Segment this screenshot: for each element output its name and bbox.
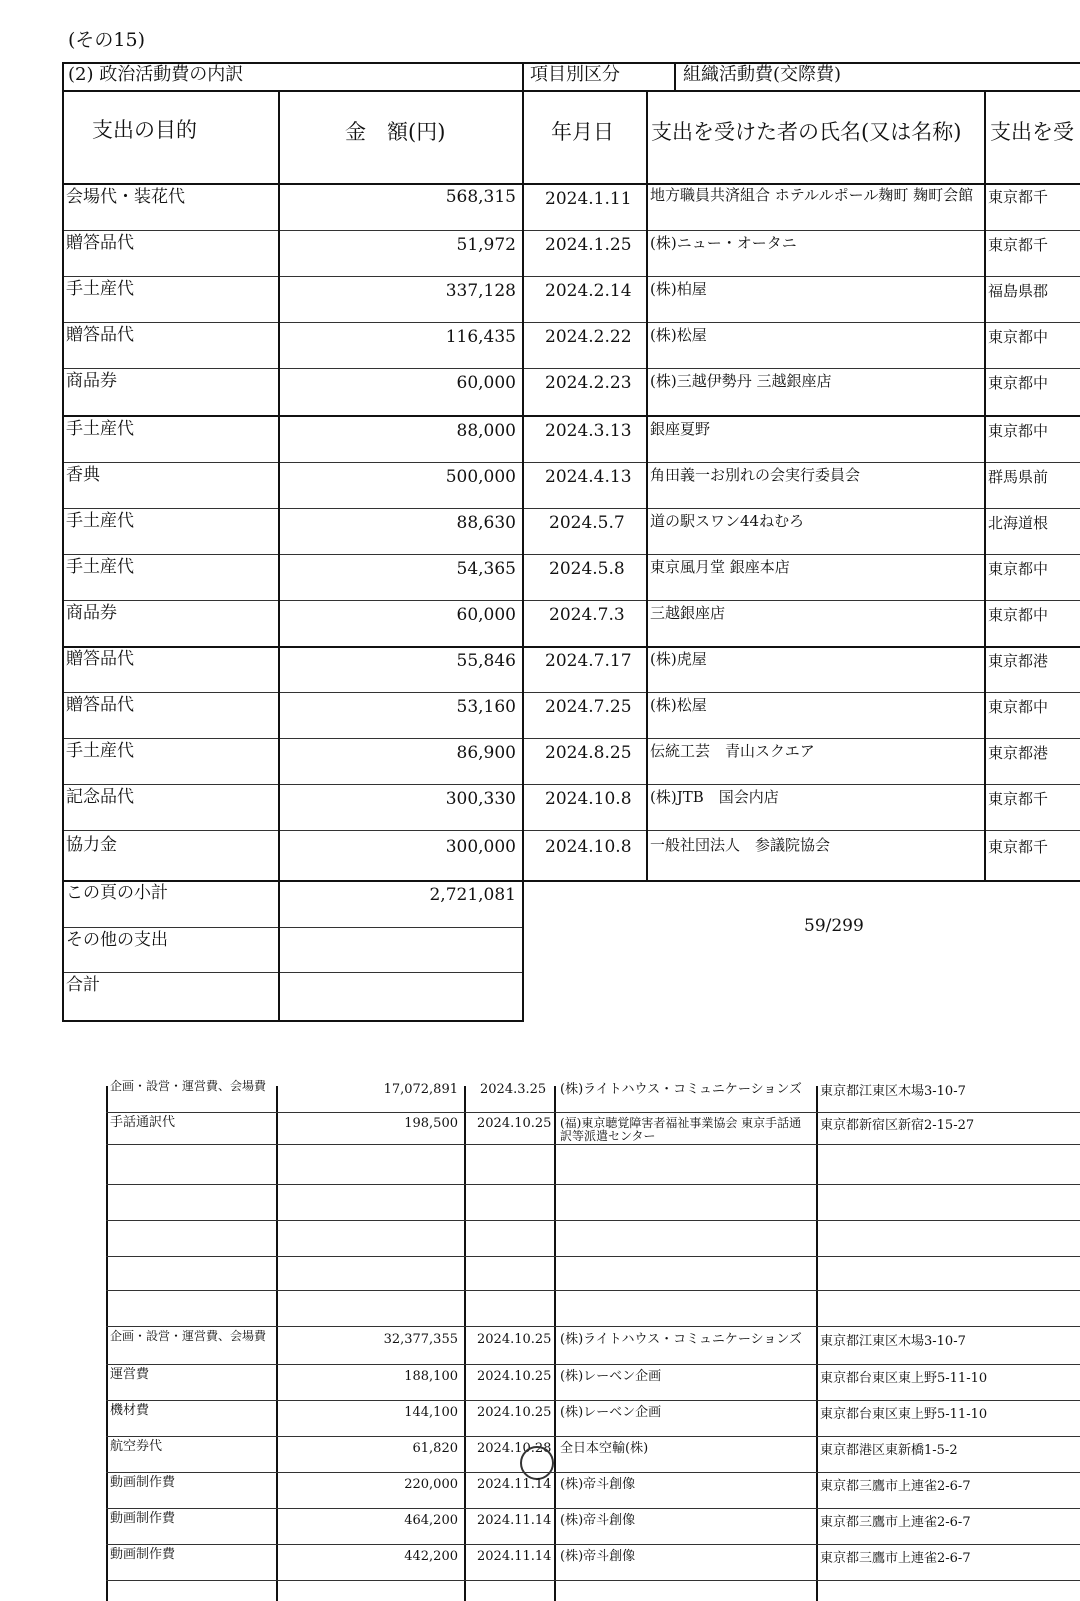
cont-row-8-amount: 464,200 [404,1513,458,1528]
cont-row-7-address: 東京都三鷹市上連雀2-6-7 [820,1479,971,1494]
row-13-date: 2024.8.25 [545,743,632,763]
row-12-amount: 53,160 [456,697,516,717]
cont-row-5-amount: 144,100 [404,1405,458,1420]
row-1-payee: 地方職員共済組合 ホテルルポール麹町 麹町会館 [650,186,974,204]
row-12-date: 2024.7.25 [545,697,632,717]
row-6-address: 東京都中 [988,422,1049,440]
cont-row-6-amount: 61,820 [412,1441,458,1456]
cont-row-3-date: 2024.10.25 [477,1332,552,1347]
cont-row-8-purpose: 動画制作費 [110,1511,176,1526]
row-3-address: 福島県郡 [988,282,1049,300]
row-13-address: 東京都港 [988,744,1049,762]
row-7-date: 2024.4.13 [545,467,632,487]
row-6-date: 2024.3.13 [545,421,632,441]
row-11-payee: (株)虎屋 [650,650,707,668]
section-title: (2) 政治活動費の内訳 [68,64,244,85]
cont-row-3-amount: 32,377,355 [383,1332,458,1347]
row-4-purpose: 贈答品代 [66,325,134,345]
cont-row-9-address: 東京都三鷹市上連雀2-6-7 [820,1551,971,1566]
row-15-amount: 300,000 [445,837,516,857]
row-2-address: 東京都千 [988,236,1049,254]
row-8-payee: 道の駅スワン44ねむろ [650,512,805,530]
row-7-purpose: 香典 [66,465,100,485]
category-label: 項目別区分 [530,64,620,85]
row-10-date: 2024.7.3 [549,605,625,625]
cont-row-2-address: 東京都新宿区新宿2-15-27 [820,1118,975,1133]
row-9-address: 東京都中 [988,560,1049,578]
row-10-amount: 60,000 [456,605,516,625]
row-2-amount: 51,972 [456,235,516,255]
row-2-date: 2024.1.25 [545,235,632,255]
row-5-purpose: 商品券 [66,371,117,391]
row-3-purpose: 手土産代 [66,279,134,299]
cont-row-3-address: 東京都江東区木場3-10-7 [820,1334,966,1349]
cont-row-7-purpose: 動画制作費 [110,1475,176,1490]
cont-row-2-amount: 198,500 [404,1116,458,1131]
row-14-amount: 300,330 [445,789,516,809]
row-13-amount: 86,900 [456,743,516,763]
cont-row-4-date: 2024.10.25 [477,1369,552,1384]
cont-row-1-purpose: 企画・設営・運営費、会場費 [110,1079,267,1093]
cont-row-6-payee: 全日本空輸(株) [560,1441,649,1456]
row-4-address: 東京都中 [988,328,1049,346]
row-3-amount: 337,128 [445,281,516,301]
row-5-date: 2024.2.23 [545,373,632,393]
row-15-address: 東京都千 [988,838,1049,856]
row-7-payee: 角田義一お別れの会実行委員会 [650,466,861,484]
header-payee: 支出を受けた者の氏名(又は名称) [651,120,962,144]
row-9-payee: 東京風月堂 銀座本店 [650,558,790,576]
cont-row-9-purpose: 動画制作費 [110,1547,176,1562]
row-1-amount: 568,315 [445,187,516,207]
header-amount: 金 額(円) [345,120,446,144]
row-5-address: 東京都中 [988,374,1049,392]
row-2-purpose: 贈答品代 [66,233,134,253]
cont-row-8-date: 2024.11.14 [477,1513,552,1528]
cont-row-3-purpose: 企画・設営・運営費、会場費 [110,1329,267,1343]
row-11-purpose: 贈答品代 [66,649,134,669]
cont-row-4-amount: 188,100 [404,1369,458,1384]
cont-row-6-date: 2024.10.28 [477,1441,552,1456]
row-7-address: 群馬県前 [988,468,1049,486]
cont-row-7-payee: (株)帝斗創像 [560,1477,636,1492]
cont-row-9-payee: (株)帝斗創像 [560,1549,636,1564]
row-15-payee: 一般社団法人 参議院協会 [650,836,831,854]
cont-row-6-purpose: 航空券代 [110,1439,163,1454]
row-12-purpose: 贈答品代 [66,695,134,715]
cont-row-3-payee: (株)ライトハウス・コミュニケーションズ [560,1332,802,1347]
row-1-address: 東京都千 [988,188,1049,206]
cont-row-1-address: 東京都江東区木場3-10-7 [820,1084,966,1099]
row-9-amount: 54,365 [456,559,516,579]
cont-row-9-date: 2024.11.14 [477,1549,552,1564]
cont-row-8-address: 東京都三鷹市上連雀2-6-7 [820,1515,971,1530]
cont-row-1-amount: 17,072,891 [383,1082,458,1097]
cont-row-5-purpose: 機材費 [110,1403,150,1418]
row-11-address: 東京都港 [988,652,1049,670]
other-expenses-label: その他の支出 [66,930,168,950]
row-10-purpose: 商品券 [66,603,117,623]
header-purpose: 支出の目的 [92,118,197,142]
cont-row-1-payee: (株)ライトハウス・コミュニケーションズ [560,1082,802,1097]
row-5-amount: 60,000 [456,373,516,393]
cont-row-5-payee: (株)レーベン企画 [560,1405,662,1420]
row-12-payee: (株)松屋 [650,696,707,714]
row-9-purpose: 手土産代 [66,557,134,577]
row-11-date: 2024.7.17 [545,651,632,671]
row-9-date: 2024.5.8 [549,559,625,579]
row-8-amount: 88,630 [456,513,516,533]
row-6-purpose: 手土産代 [66,419,134,439]
row-7-amount: 500,000 [445,467,516,487]
subtotal-label: この頁の小計 [66,883,168,903]
row-2-payee: (株)ニュー・オータニ [650,234,797,252]
row-1-purpose: 会場代・装花代 [66,187,185,207]
row-13-purpose: 手土産代 [66,741,134,761]
row-6-amount: 88,000 [456,421,516,441]
subtotal-value: 2,721,081 [429,885,516,905]
cont-row-5-address: 東京都台東区東上野5-11-10 [820,1407,988,1422]
cont-row-8-payee: (株)帝斗創像 [560,1513,636,1528]
row-4-amount: 116,435 [445,327,516,347]
cont-row-7-date: 2024.11.14 [477,1477,552,1492]
row-12-address: 東京都中 [988,698,1049,716]
cont-row-4-payee: (株)レーベン企画 [560,1369,662,1384]
total-label: 合計 [66,975,100,995]
row-14-purpose: 記念品代 [66,787,134,807]
row-1-date: 2024.1.11 [545,189,632,209]
cont-row-6-address: 東京都港区東新橋1-5-2 [820,1443,958,1458]
cont-row-1-date: 2024.3.25 [480,1082,547,1097]
page-label: (その15) [68,29,146,51]
cont-row-5-date: 2024.10.25 [477,1405,552,1420]
cont-row-4-purpose: 運営費 [110,1367,150,1382]
continuation-table [0,1050,1080,1601]
row-5-payee: (株)三越伊勢丹 三越銀座店 [650,372,832,390]
row-4-date: 2024.2.22 [545,327,632,347]
cont-row-9-amount: 442,200 [404,1549,458,1564]
cont-row-2-payee: (福)東京聴覚障害者福祉事業協会 東京手話通訳等派遣センター [560,1116,802,1143]
header-address: 支出を受 [990,120,1074,144]
row-8-purpose: 手土産代 [66,511,134,531]
row-14-date: 2024.10.8 [545,789,632,809]
row-4-payee: (株)松屋 [650,326,707,344]
header-date: 年月日 [551,120,614,144]
row-8-address: 北海道根 [988,514,1049,532]
row-13-payee: 伝統工芸 青山スクエア [650,742,815,760]
row-15-purpose: 協力金 [66,835,117,855]
category-value: 組織活動費(交際費) [683,64,842,85]
row-3-date: 2024.2.14 [545,281,632,301]
row-8-date: 2024.5.7 [549,513,625,533]
row-10-address: 東京都中 [988,606,1049,624]
row-11-amount: 55,846 [456,651,516,671]
row-3-payee: (株)柏屋 [650,280,707,298]
row-6-payee: 銀座夏野 [650,420,711,438]
cont-row-2-purpose: 手話通訳代 [110,1115,176,1130]
receipt-stamp [520,1446,554,1480]
row-15-date: 2024.10.8 [545,837,632,857]
cont-row-2-date: 2024.10.25 [477,1116,552,1131]
cont-row-7-amount: 220,000 [404,1477,458,1492]
page-number: 59/299 [804,916,864,936]
cont-row-4-address: 東京都台東区東上野5-11-10 [820,1371,988,1386]
row-14-address: 東京都千 [988,790,1049,808]
row-14-payee: (株)JTB 国会内店 [650,788,779,806]
row-10-payee: 三越銀座店 [650,604,726,622]
